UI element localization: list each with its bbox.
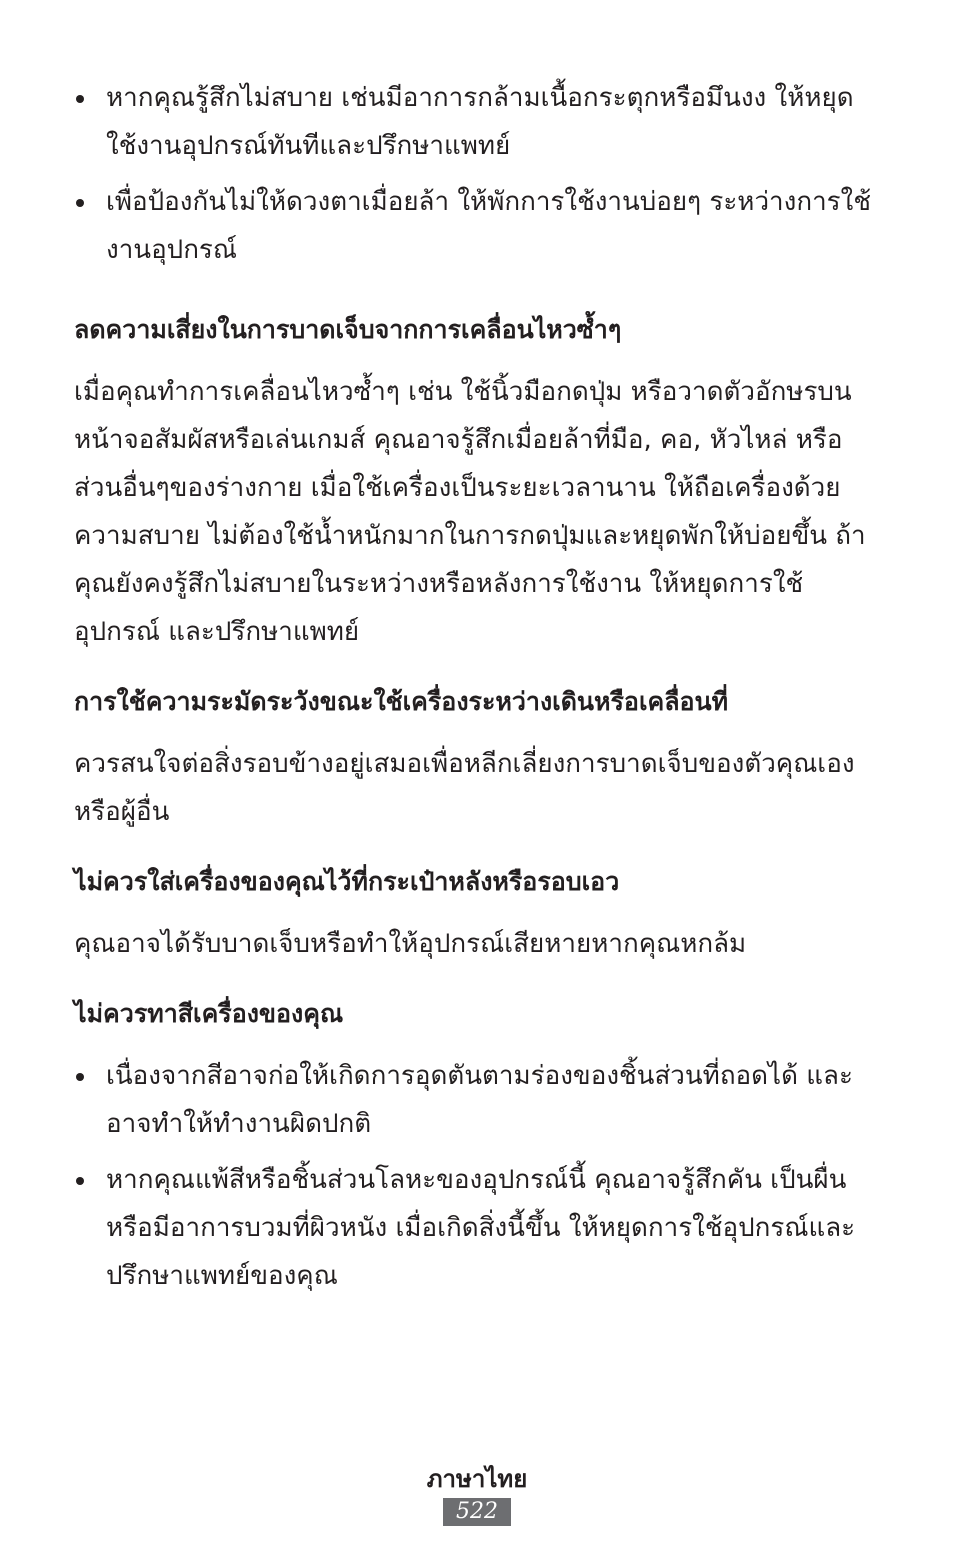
list-item — [74, 74, 880, 170]
section-heading: ไม่ควรทาสีเครื่องของคุณ — [74, 999, 344, 1028]
section-body: คุณอาจได้รับบาดเจ็บหรือทำให้อุปกรณ์เสียหายหากคุณหกล้ม — [74, 929, 747, 959]
section-body: เมื่อคุณทำการเคลื่อนไหวซ้ำๆ เช่น ใช้นิ้วมือกดปุ่ม หรือวาดตัวอักษรบนหน้าจอสัมผัสหรือเล่นเกมส์ คุณอาจรู้สึกเมื่อยล้าที่มือ, คอ, หัวไหล่ หรือส่วนอื่นๆของร่างกาย เมื่อใช้เครื่องเป็นระยะเวลานาน ให้ถือเครื่องด้วยความสบาย ไม่ต้องใช้น้ำหนักมากในการกดปุ่มและหยุดพักให้บ่อยขึ้น ถ้าคุณยังคงรู้สึกไม่สบายในระหว่างหรือหลังการใช้งาน ให้หยุดการใช้อุปกรณ์ และปรึกษาแพทย์ — [74, 377, 866, 647]
bullet-icon — [76, 1073, 84, 1081]
bullet-icon — [76, 1177, 84, 1185]
paint-bullet-list — [74, 1052, 880, 1300]
list-item-text: หากคุณรู้สึกไม่สบาย เช่นมีอาการกล้ามเนื้อกระตุกหรือมึนงง ให้หยุดใช้งานอุปกรณ์ทันทีและปรึกษาแพทย์ — [106, 83, 854, 161]
section-heading: ไม่ควรใส่เครื่องของคุณไว้ที่กระเป๋าหลังหรือรอบเอว — [74, 867, 620, 896]
page-content — [74, 74, 880, 1308]
footer-language: ภาษาไทย — [426, 1465, 528, 1493]
page-number: 522 — [443, 1498, 511, 1526]
list-item — [74, 1156, 880, 1300]
list-item — [74, 1052, 880, 1148]
list-item — [74, 178, 880, 274]
bullet-icon — [76, 199, 84, 207]
list-item-text: หากคุณแพ้สีหรือชิ้นส่วนโลหะของอุปกรณ์นี้ คุณอาจรู้สึกคัน เป็นผื่นหรือมีอาการบวมที่ผิวหนัง เมื่อเกิดสิ่งนี้ขึ้น ให้หยุดการใช้อุปกรณ์และปรึกษาแพทย์ของคุณ — [106, 1165, 856, 1291]
page-footer — [0, 1462, 954, 1526]
section-no-paint — [74, 994, 880, 1300]
section-walking-caution — [74, 682, 880, 836]
section-body: ควรสนใจต่อสิ่งรอบข้างอยู่เสมอเพื่อหลีกเลี่ยงการบาดเจ็บของตัวคุณเองหรือผู้อื่น — [74, 749, 855, 827]
list-item-text: เพื่อป้องกันไม่ให้ดวงตาเมื่อยล้า ให้พักการใช้งานบ่อยๆ ระหว่างการใช้งานอุปกรณ์ — [106, 187, 871, 265]
section-heading: การใช้ความระมัดระวังขณะใช้เครื่องระหว่างเดินหรือเคลื่อนที่ — [74, 687, 729, 716]
section-repetitive-motion — [74, 310, 880, 656]
bullet-icon — [76, 95, 84, 103]
intro-bullet-list — [74, 74, 880, 274]
list-item-text: เนื่องจากสีอาจก่อให้เกิดการอุดตันตามร่องของชิ้นส่วนที่ถอดได้ และอาจทำให้ทำงานผิดปกติ — [106, 1061, 853, 1139]
section-back-pocket — [74, 862, 880, 968]
section-heading: ลดความเสี่ยงในการบาดเจ็บจากการเคลื่อนไหวซ้ำๆ — [74, 315, 622, 344]
